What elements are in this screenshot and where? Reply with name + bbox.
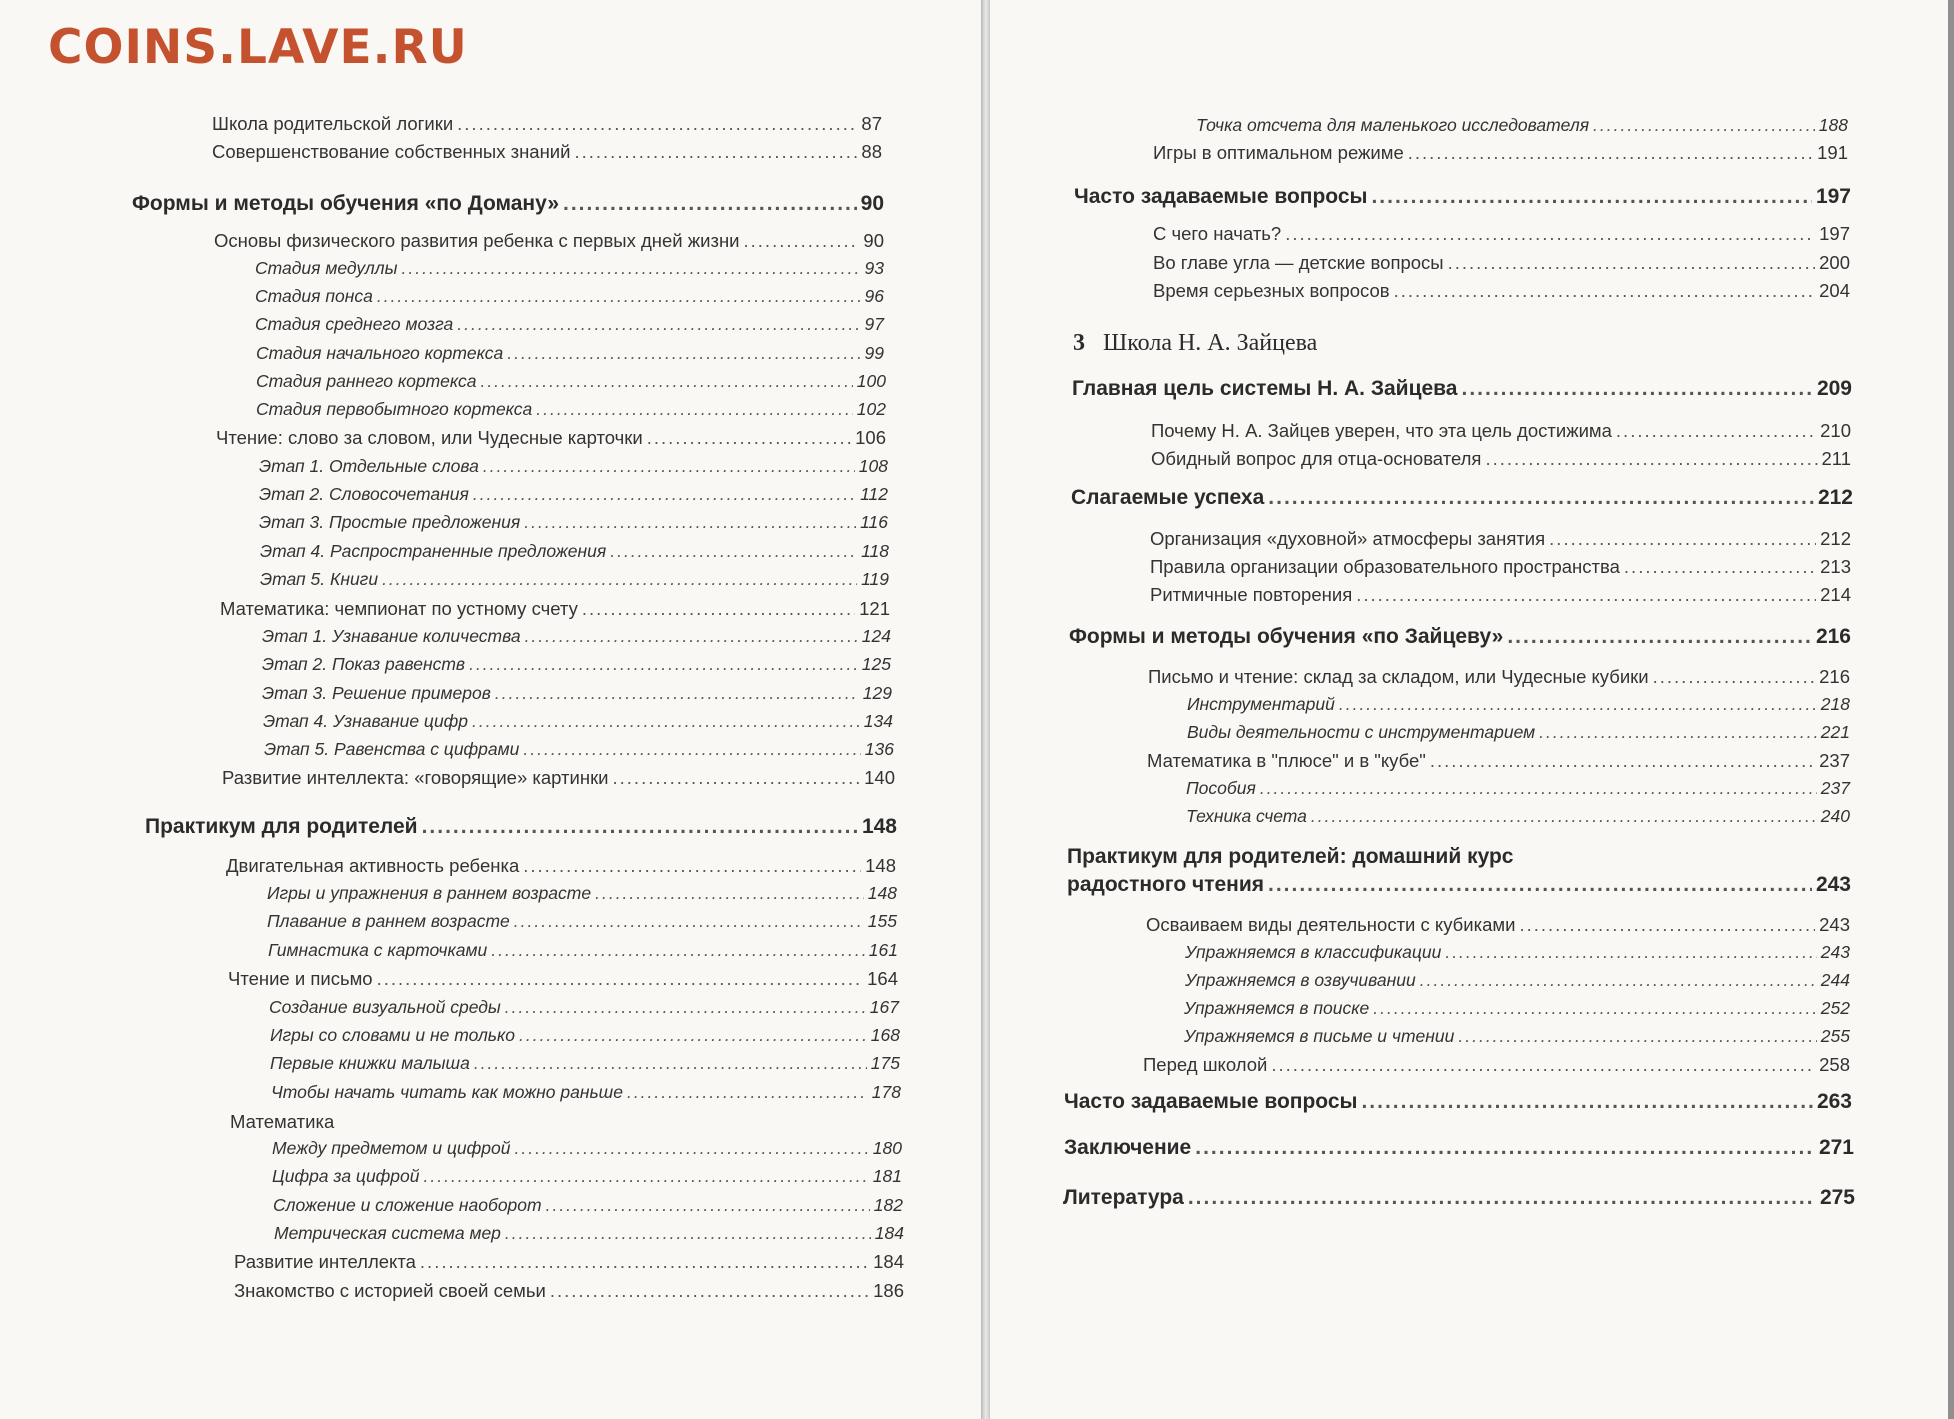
toc-section-heading[interactable]: радостного чтения ..... 243	[1067, 873, 1851, 897]
toc-subentry[interactable]: Этап 4. Узнавание цифр ..... 134	[263, 711, 893, 732]
toc-entry[interactable]: Основы физического развития ребенка с первых дней жизни ..... 90	[214, 230, 884, 252]
toc-subentry[interactable]: Упражняемся в озвучивании ..... 244	[1185, 970, 1850, 991]
toc-subentry[interactable]: Этап 3. Простые предложения ..... 116	[259, 512, 888, 533]
toc-subentry[interactable]: Упражняемся в письме и чтении ..... 255	[1184, 1026, 1850, 1047]
toc-subentry[interactable]: Пособия ..... 237	[1186, 778, 1850, 799]
toc-section-heading[interactable]: Литература ..... 275	[1063, 1186, 1855, 1210]
toc-subentry[interactable]: Виды деятельности с инструментарием ..... 221	[1187, 722, 1850, 743]
toc-section-heading[interactable]: Часто задаваемые вопросы ..... 197	[1074, 185, 1851, 209]
toc-subentry[interactable]: Игры со словами и не только ..... 168	[270, 1025, 900, 1046]
scanner-edge	[1948, 0, 1954, 1419]
toc-subentry[interactable]: Упражняемся в поиске ..... 252	[1184, 998, 1850, 1019]
toc-entry[interactable]: Развитие интеллекта ..... 184	[234, 1251, 904, 1273]
toc-entry[interactable]: Организация «духовной» атмосферы занятия ..... 212	[1150, 528, 1851, 550]
book-gutter	[982, 0, 990, 1419]
toc-subentry[interactable]: Чтобы начать читать как можно раньше ..... 178	[271, 1082, 901, 1103]
toc-entry[interactable]: Обидный вопрос для отца-основателя ..... 211	[1151, 448, 1851, 470]
toc-entry[interactable]: Математика: чемпионат по устному счету ..... 121	[220, 598, 890, 620]
toc-entry[interactable]: Чтение: слово за словом, или Чудесные карточки ..... 106	[216, 427, 886, 449]
toc-subentry[interactable]: Точка отсчета для маленького исследователя ..... 188	[1196, 115, 1848, 136]
chapter-heading: 3 Школа Н. А. Зайцева	[1073, 330, 1318, 356]
toc-entry[interactable]: Правила организации образовательного пространства ..... 213	[1150, 556, 1851, 578]
toc-section-heading[interactable]: Практикум для родителей ..... 148	[145, 815, 897, 839]
toc-section-heading[interactable]: Формы и методы обучения «по Зайцеву» ..... 216	[1069, 625, 1851, 649]
toc-entry[interactable]: Перед школой ..... 258	[1143, 1054, 1850, 1076]
toc-subentry[interactable]: Стадия начального кортекса ..... 99	[256, 343, 884, 364]
right-page	[990, 0, 1954, 1419]
toc-subentry[interactable]: Создание визуальной среды ..... 167	[269, 997, 899, 1018]
toc-entry[interactable]: Во главе угла — детские вопросы ..... 200	[1153, 252, 1850, 274]
toc-subentry[interactable]: Стадия среднего мозга ..... 97	[255, 314, 884, 335]
toc-subentry[interactable]: Этап 1. Отдельные слова ..... 108	[259, 456, 888, 477]
toc-subentry[interactable]: Метрическая система мер ..... 184	[274, 1223, 904, 1244]
toc-section-heading[interactable]: Формы и методы обучения «по Доману» ..... 90	[132, 192, 884, 216]
toc-subentry[interactable]: Стадия раннего кортекса ..... 100	[256, 371, 886, 392]
toc-subentry[interactable]: Первые книжки малыша ..... 175	[270, 1053, 900, 1074]
toc-entry[interactable]: Двигательная активность ребенка ..... 148	[226, 855, 896, 877]
toc-section-heading[interactable]: Главная цель системы Н. А. Зайцева ..... 209	[1072, 377, 1852, 401]
toc-subentry[interactable]: Упражняемся в классификации ..... 243	[1185, 942, 1850, 963]
toc-group-label: Математика	[230, 1111, 335, 1132]
toc-subentry[interactable]: Игры и упражнения в раннем возрасте ..... 148	[267, 883, 897, 904]
toc-entry[interactable]: Знакомство с историей своей семьи ..... 186	[234, 1280, 904, 1302]
toc-subentry[interactable]: Этап 5. Равенства с цифрами ..... 136	[264, 739, 894, 760]
toc-subentry[interactable]: Этап 1. Узнавание количества ..... 124	[262, 626, 891, 647]
toc-subentry[interactable]: Стадия медуллы ..... 93	[255, 258, 884, 279]
toc-entry[interactable]: Совершенствование собственных знаний ..... 88	[212, 141, 882, 163]
toc-entry[interactable]: Время серьезных вопросов ..... 204	[1153, 280, 1850, 302]
toc-subentry[interactable]: Стадия первобытного кортекса ..... 102	[256, 399, 886, 420]
toc-subentry[interactable]: Техника счета ..... 240	[1186, 806, 1850, 827]
toc-subentry[interactable]: Цифра за цифрой ..... 181	[272, 1166, 902, 1187]
toc-entry[interactable]: Математика в "плюсе" и в "кубе" ..... 237	[1147, 750, 1850, 772]
toc-entry[interactable]: Развитие интеллекта: «говорящие» картинки ..... 140	[222, 767, 895, 789]
toc-entry[interactable]: Ритмичные повторения ..... 214	[1150, 584, 1851, 606]
toc-entry[interactable]: Осваиваем виды деятельности с кубиками ..... 243	[1146, 914, 1850, 936]
toc-section-heading[interactable]: Слагаемые успеха ..... 212	[1071, 486, 1853, 510]
toc-subentry[interactable]: Этап 2. Словосочетания ..... 112	[259, 484, 888, 505]
toc-subentry[interactable]: Между предметом и цифрой ..... 180	[272, 1138, 902, 1159]
toc-subentry[interactable]: Гимнастика с карточками ..... 161	[268, 940, 898, 961]
toc-section-heading[interactable]: Заключение ..... 271	[1064, 1136, 1854, 1160]
toc-section-heading[interactable]: Часто задаваемые вопросы ..... 263	[1064, 1090, 1852, 1114]
toc-subentry[interactable]: Этап 4. Распространенные предложения ..... 118	[260, 541, 889, 562]
toc-subentry[interactable]: Плавание в раннем возрасте ..... 155	[267, 911, 897, 932]
toc-subentry[interactable]: Стадия понса ..... 96	[255, 286, 884, 307]
toc-entry[interactable]: Письмо и чтение: склад за складом, или Чудесные кубики ..... 216	[1148, 666, 1850, 688]
watermark: COINS.LAVE.RU	[48, 20, 468, 75]
toc-entry[interactable]: Почему Н. А. Зайцев уверен, что эта цель достижима ..... 210	[1151, 420, 1851, 442]
toc-section-heading-line1[interactable]: Практикум для родителей: домашний курс	[1067, 845, 1514, 868]
toc-subentry[interactable]: Этап 2. Показ равенств ..... 125	[262, 654, 891, 675]
toc-entry[interactable]: Чтение и письмо ..... 164	[228, 968, 898, 990]
toc-subentry[interactable]: Сложение и сложение наоборот ..... 182	[273, 1195, 903, 1216]
toc-entry[interactable]: С чего начать? ..... 197	[1153, 223, 1850, 245]
toc-subentry[interactable]: Этап 5. Книги ..... 119	[260, 569, 889, 590]
toc-subentry[interactable]: Инструментарий ..... 218	[1187, 694, 1850, 715]
toc-entry[interactable]: Игры в оптимальном режиме ..... 191	[1153, 142, 1848, 164]
toc-subentry[interactable]: Этап 3. Решение примеров ..... 129	[262, 683, 892, 704]
toc-entry[interactable]: Школа родительской логики ..... 87	[212, 113, 882, 135]
